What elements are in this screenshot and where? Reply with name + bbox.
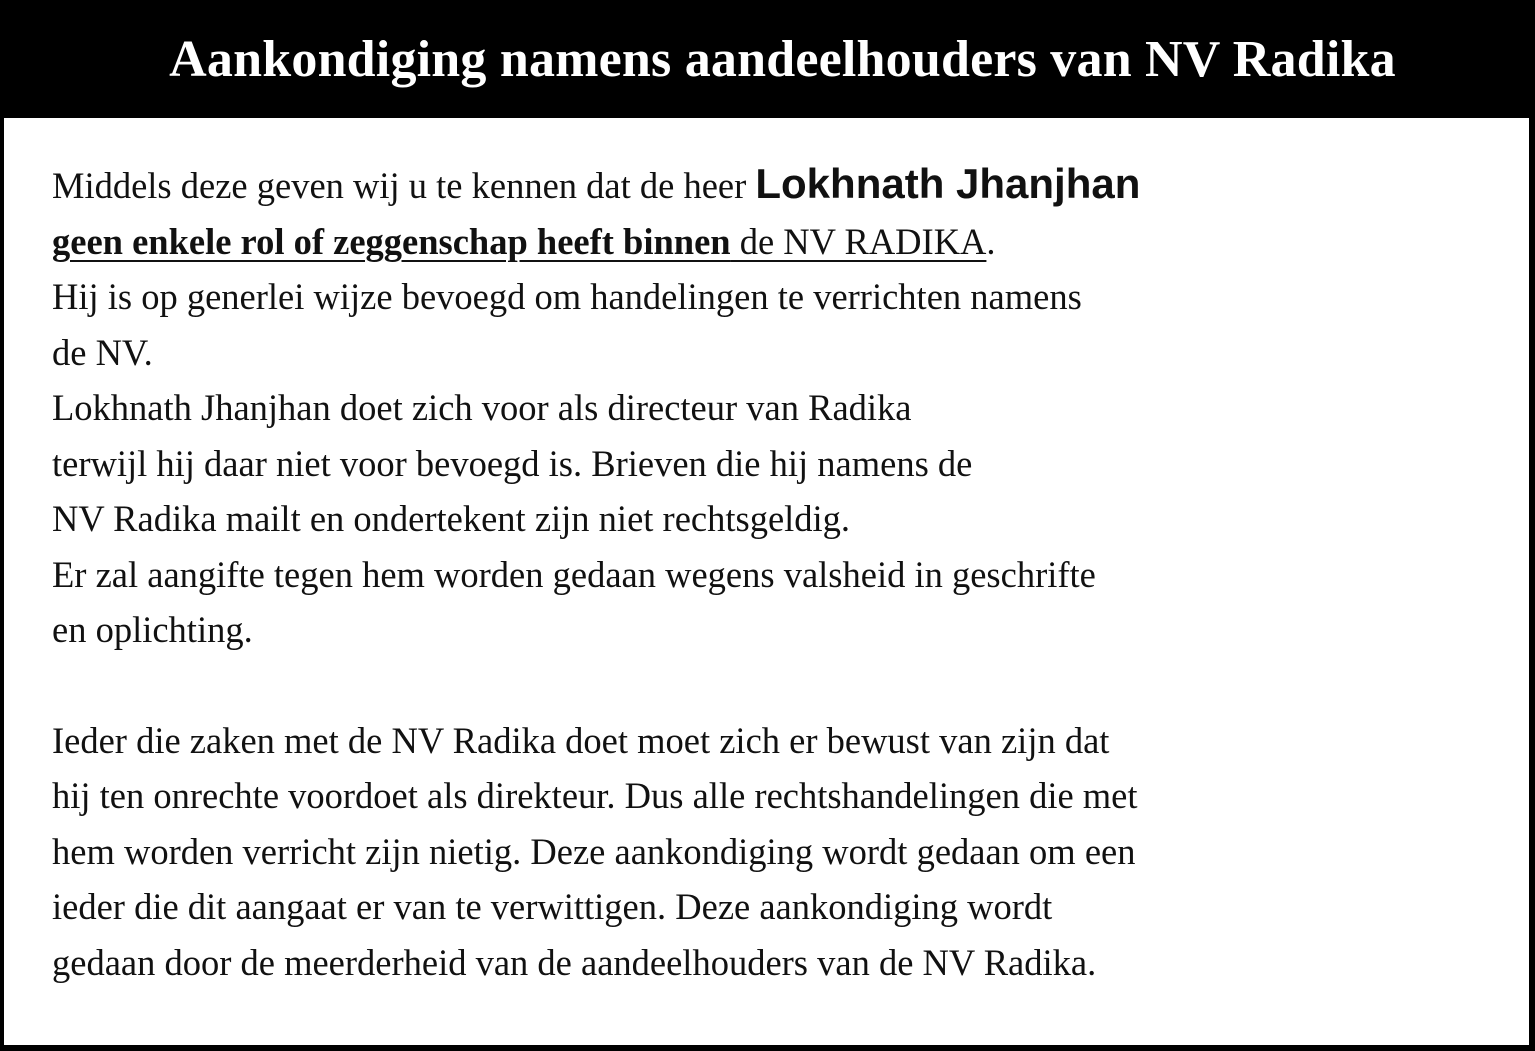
paragraph-2 — [52, 713, 1140, 991]
announcement-body — [52, 156, 1140, 990]
text-line: hem worden verricht zijn nietig. Deze aankondiging wordt gedaan om een — [52, 830, 1136, 872]
text-line: gedaan door de meerderheid van de aandeelhouders van de NV Radika. — [52, 941, 1097, 983]
text-line: Er zal aangifte tegen hem worden gedaan wegens valsheid in geschrifte — [52, 553, 1096, 595]
text-line: de NV. — [52, 331, 153, 373]
person-name: Lokhnath Jhanjhan — [755, 160, 1141, 207]
announcement-panel — [4, 118, 1529, 1045]
text-line: Hij is op generlei wijze bevoegd om handelingen te verrichten namens — [52, 276, 1082, 317]
text-line: Ieder die zaken met de NV Radika doet moet zich er bewust van zijn dat — [52, 719, 1110, 761]
text-line: terwijl hij daar niet voor bevoegd is. Brieven die hij namens de — [52, 442, 973, 484]
emphasis-line: geen enkele rol of zeggenschap heeft binnen de NV RADIKA. — [52, 220, 996, 262]
page-title: Aankondiging namens aandeelhouders van NV Radika — [169, 30, 1396, 88]
text-line: en oplichting. — [52, 609, 253, 650]
paragraph-1 — [52, 269, 1140, 658]
text-line: NV Radika mailt en ondertekent zijn niet rechtsgeldig. — [52, 498, 851, 539]
text-line: Lokhnath Jhanjhan doet zich voor als directeur van Radika — [52, 387, 912, 428]
text-line: hij ten onrechte voordoet als direkteur. Dus alle rechtshandelingen die met — [52, 775, 1138, 816]
header-bar — [0, 0, 1535, 118]
intro-line: Middels deze geven wij u te kennen dat de heer Lokhnath Jhanjhan — [52, 160, 1141, 207]
text-line: ieder die dit aangaat er van te verwittigen. Deze aankondiging wordt — [52, 886, 1053, 927]
